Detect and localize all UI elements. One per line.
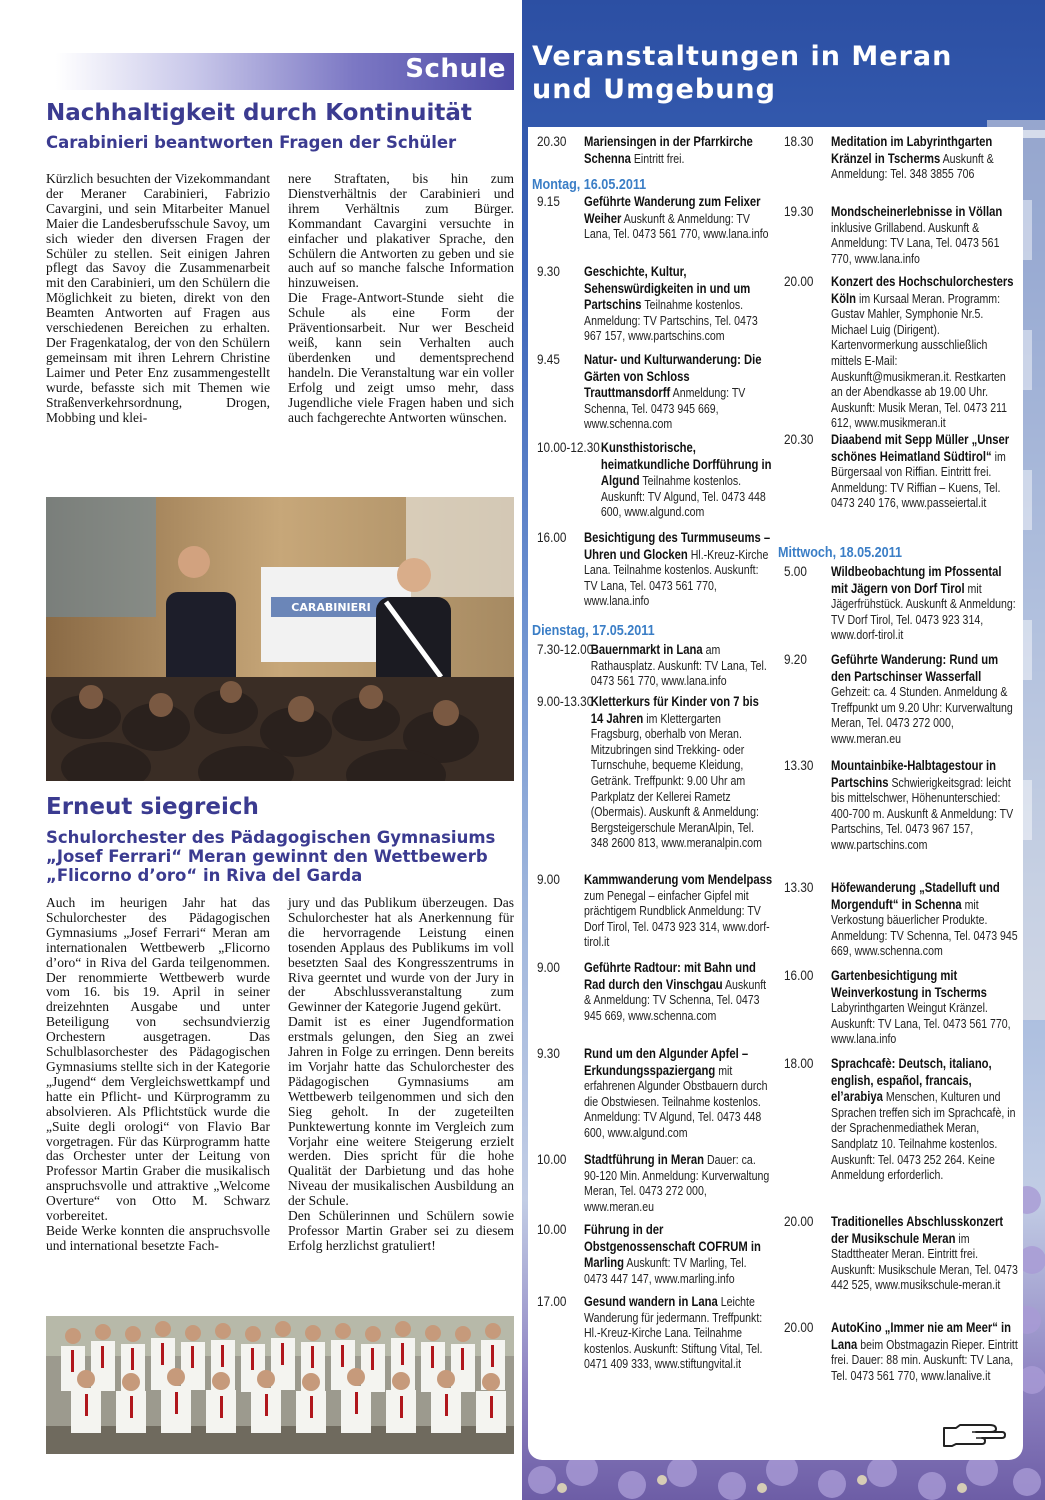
event-time: 18.00 <box>784 1055 814 1071</box>
event-item <box>537 264 772 345</box>
day-heading: Mittwoch, 18.05.2011 <box>778 544 902 561</box>
event-item <box>784 1214 1019 1294</box>
article1-title: Nachhaltigkeit durch Kontinuität <box>46 100 472 126</box>
orchestra-photo <box>46 1316 514 1454</box>
event-details: Dauer: ca. 90-120 Min. Anmeldung: Kurverwaltung Meran, Tel. 0473 272 000, www.meran.eu <box>584 1153 770 1214</box>
article1-column-1 <box>46 172 270 425</box>
article2-paragraph: jury und das Publikum überzeugen. Das Schulorchester hat als Anerkennung für die hervorragende Leistung einen tosenden Applaus des Publikums im voll besetzten Saal des Kongresszentrums in Riva geerntet und wurde von der Jury in der Abschlussveranstaltung zum Gewinner der Kategorie Jugend gekürt. <box>288 895 514 1015</box>
event-time: 18.30 <box>784 133 814 149</box>
event-time: 20.00 <box>784 1213 814 1229</box>
event-item <box>537 960 772 1024</box>
event-title: Mariensingen in der Pfarrkirche Schenna <box>584 134 753 166</box>
events-title-line: und Umgebung <box>532 74 776 105</box>
event-item <box>784 968 1019 1048</box>
event-title: Meditation im Labyrinthgarten Kränzel in Tscherms <box>831 134 993 166</box>
event-time: 9.20 <box>784 651 807 667</box>
event-title: Kunsthistorische, heimatkundliche Dorfführung in Algund <box>600 440 772 489</box>
event-item <box>537 352 772 433</box>
event-details: Anmeldung: TV Schenna, Tel. 0473 945 669, www.schenna.com <box>584 386 746 432</box>
event-time: 10.00 <box>537 1151 567 1167</box>
event-item <box>537 1294 772 1373</box>
event-title: Kletterkurs für Kinder von 7 bis 14 Jahren <box>590 694 759 726</box>
article2-subtitle-line: Schulorchester des Pädagogischen Gymnasiums <box>46 828 496 847</box>
event-item <box>784 652 1019 748</box>
event-time: 13.30 <box>784 757 814 773</box>
event-item <box>537 694 772 852</box>
event-item <box>537 642 772 690</box>
article2-paragraph: Den Schülerinnen und Schülern sowie Professor Martin Graber sei zu diesem Erfolg herzlichst gratuliert! <box>288 1208 514 1253</box>
event-item <box>784 134 1019 183</box>
event-details: beim Obstmagazin Rieper. Eintritt frei. Dauer: 88 min. Auskunft: TV Lana, Tel. 0473 561 770, www.lanalive.it <box>831 1337 1018 1383</box>
article2-subtitle-line: „Josef Ferrari“ Meran gewinnt den Wettbewerb <box>46 847 488 866</box>
event-time: 16.00 <box>784 967 814 983</box>
event-time: 20.30 <box>784 431 814 447</box>
event-time: 9.00-13.30 <box>537 693 594 709</box>
section-ribbon <box>56 53 514 90</box>
event-time: 20.30 <box>537 133 567 149</box>
event-item <box>537 440 772 521</box>
event-title: Geführte Radtour: mit Bahn und Rad durch den Vinschgau <box>584 960 756 992</box>
article1-paragraph: nere Straftaten, bis hin zum Dienstverhältnis der Carabinieri und ihrem Verhältnis zum Bürger. Kommandant Cavargini versuchte in einfacher und plakativer Sprache, den Schülern die Antworten zu geben und sie auch auf so manche falsche Information hinzuweisen. <box>288 171 514 291</box>
day-heading: Dienstag, 17.05.2011 <box>532 622 655 639</box>
event-details: Auskunft & Anmeldung: TV Lana, Tel. 0473 561 770, www.lana.info <box>584 211 769 242</box>
article2-column-2 <box>288 896 514 1254</box>
article2-title: Erneut siegreich <box>46 794 259 820</box>
event-time: 9.15 <box>537 193 560 209</box>
article2-paragraph: Auch im heurigen Jahr hat das Schulorchester des Pädagogischen Gymnasiums „Josef Ferrari“ Meran am internationalen Wettbewerb „Flicorno d’oro“ in Riva del Garda teilgenommen. Der renommierte Wettbewerb wurde vom 16. bis 19. April in seiner dreizehnten Ausgabe und unter Beteiligung von sechsundvierzig Orchestern ausgetragen. Das Schulblasorchester des Pädagogischen Gymnasiums stellte sich in der Kategorie „Jugend“ dem Vergleichswettkampf und hatte ein Pflicht- und Kürprogramm zu absolvieren. Als Pflichtstück wurde die „Suite degli orologi“ von Flavio Bar vorgetragen. Für das Kürprogramm hatte das Orchester unter der Leitung von Professor Martin Graber die musikalisch anspruchsvolle und attraktive „Welcome Overture“ von Otto M. Schwarz vorbereitet. <box>46 895 270 1224</box>
event-title: Führung in der Obstgenossenschaft COFRUM in Marling <box>584 1222 761 1271</box>
event-details: Schwierigkeitsgrad: leicht bis mittelschwer, Höhenunterschied: 400-700 m. Auskunft & Anmeldung: TV Partschins, Tel. 0473 967 157, www.partschins.com <box>831 775 1014 852</box>
event-title: Mondscheinerlebnisse in Völlan <box>831 204 1003 219</box>
event-time: 13.30 <box>784 879 814 895</box>
article1-paragraph: Die Frage-Antwort-Stunde sieht die Schule als eine Form der Präventionsarbeit. Nur wer Bescheid weiß, kann sein Verhalten auch überdenken und dementsprechend handeln. Die Veranstaltung war ein voller Erfolg und zeigt umso mehr, dass Jugendliche viele Fragen haben und sich auch fachgerechte Antworten wünschen. <box>288 290 514 425</box>
event-item <box>537 134 772 167</box>
event-details: im Klettergarten Fragsburg, oberhalb von Meran. Mitzubringen sind Trekking- oder Turnschuhe, bequeme Kleidung, Getränk. Treffpunkt: 9.00 Uhr am Parkplatz der Kellerei Rametz (Obermais). Auskunft & Anmeldung: Bergsteigerschule MeranAlpin, Tel. 348 2600 813, www.meranalpin.com <box>590 711 762 851</box>
event-details: Hl.-Kreuz-Kirche Lana. Teilnahme kostenlos. Auskunft: TV Lana, Tel. 0473 561 770, www.lana.info <box>584 547 769 609</box>
article2-column-1 <box>46 896 270 1254</box>
event-item <box>784 880 1019 960</box>
event-item <box>784 758 1019 854</box>
event-item <box>537 1046 772 1142</box>
event-details: Leichte Wanderung für jedermann. Treffpunkt: Hl.-Kreuz-Kirche Lana. Teilnahme kostenlos. Auskunft: Stiftung Vital, Tel. 0471 409 333, www.stiftungvital.it <box>584 1295 763 1372</box>
event-details: Teilnahme kostenlos. Anmeldung: TV Partschins, Tel. 0473 967 157, www.partschins.com <box>584 298 758 344</box>
event-details: mit erfahrenen Algunder Obstbauern durch die Obstwiesen. Teilnahme kostenlos. Anmeldung: TV Algund, Tel. 0473 448 600, www.algund.com <box>584 1063 768 1140</box>
event-details: Auskunft & Anmeldung: TV Schenna, Tel. 0473 945 669, www.schenna.com <box>584 977 767 1023</box>
event-time: 16.00 <box>537 529 567 545</box>
event-title: Traditionelles Abschlusskonzert der Musikschule Meran <box>831 1214 1004 1246</box>
event-item <box>784 1056 1019 1184</box>
event-title: Mountainbike-Halbtagestour in Partschins <box>831 758 997 790</box>
event-details: zum Penegal – einfacher Gipfel mit prächtigem Rundblick Anmeldung: TV Dorf Tirol, Tel. 0473 923 314, www.dorf-tirol.it <box>584 888 770 950</box>
event-time: 10.00-12.30 <box>537 439 600 455</box>
event-details: Labyrinthgarten Weingut Kränzel. Auskunft: TV Lana, Tel. 0473 561 770, www.lana.info <box>831 1001 1011 1047</box>
event-title: Kammwanderung vom Mendelpass <box>584 872 773 887</box>
event-title: Bauernmarkt in Lana <box>590 642 703 657</box>
event-details: Gehzeit: ca. 4 Stunden. Anmeldung & Treffpunkt um 9.20 Uhr: Kurverwaltung Meran, Tel. 0473 272 000, www.meran.eu <box>831 685 1013 746</box>
article2-subtitle <box>46 828 495 885</box>
event-title: Gesund wandern in Lana <box>584 1294 718 1309</box>
event-item <box>784 564 1019 644</box>
article1-subtitle: Carabinieri beantworten Fragen der Schüler <box>46 133 457 152</box>
event-item <box>537 1152 772 1215</box>
school-page <box>0 0 522 1500</box>
event-time: 9.00 <box>537 959 560 975</box>
event-time: 9.30 <box>537 1045 560 1061</box>
event-time: 17.00 <box>537 1293 567 1309</box>
event-item <box>537 872 772 951</box>
pointing-hand-icon <box>942 1422 1006 1453</box>
event-item <box>784 1320 1019 1384</box>
photo-sign-text: CARABINIERI <box>291 601 371 614</box>
event-title: Besichtigung des Turmmuseums – Uhren und Glocken <box>584 530 771 562</box>
event-title: Diaabend mit Sepp Müller „Unser schönes Heimatland Südtirol“ <box>831 432 1010 464</box>
event-title: Geführte Wanderung zum Felixer Weiher <box>584 194 761 226</box>
events-title-line: Veranstaltungen in Meran <box>532 41 953 72</box>
day-heading: Montag, 16.05.2011 <box>532 176 647 193</box>
event-details: im Stadttheater Meran. Eintritt frei. Auskunft: Musikschule Meran, Tel. 0473 442 525, www.musikschule-meran.it <box>831 1231 1018 1293</box>
event-title: AutoKino „Immer nie am Meer“ in Lana <box>831 1320 1012 1352</box>
event-title: Wildbeobachtung im Pfossental mit Jägern von Dorf Tirol <box>831 564 1002 596</box>
event-item <box>784 274 1019 432</box>
event-details: Auskunft: TV Marling, Tel. 0473 447 147, www.marling.info <box>584 1256 747 1286</box>
carabinieri-photo <box>46 497 514 781</box>
event-details: am Rathausplatz. Auskunft: TV Lana, Tel. 0473 561 770, www.lana.info <box>590 643 767 689</box>
event-time: 9.00 <box>537 871 560 887</box>
event-title: Konzert des Hochschulorchesters Köln <box>831 274 1014 306</box>
event-time: 5.00 <box>784 563 807 579</box>
event-title: Sprachcafè: Deutsch, italiano, english, español, francais, el’arabiya <box>831 1056 992 1105</box>
event-time: 10.00 <box>537 1221 567 1237</box>
event-item <box>537 530 772 610</box>
event-details: Eintritt frei. <box>630 151 685 166</box>
article2-subtitle-line: „Flicorno d’oro“ in Riva del Garda <box>46 866 363 885</box>
event-time: 20.00 <box>784 1319 814 1335</box>
event-details: Menschen, Kulturen und Sprachen treffen sich im Sprachcafè, in der Sprachenmediathek Meran, Sandplatz 10. Teilnahme kostenlos. Auskunft: Tel. 0473 252 264. Keine Anmeldung erforderlich. <box>831 1090 1016 1183</box>
event-title: Natur- und Kulturwanderung: Die Gärten von Schloss Trauttmansdorff <box>584 352 762 401</box>
article2-paragraph: Beide Werke konnten die anspruchsvolle und international besetzte Fach- <box>46 1222 270 1253</box>
article1-column-2 <box>288 172 514 425</box>
event-details: im Bürgersaal von Riffian. Eintritt frei. Anmeldung: TV Riffian – Kuens, Tel. 0473 240 176, www.passeiertal.it <box>831 449 1006 511</box>
section-label: Schule <box>405 54 506 84</box>
event-details: mit Jägerfrühstück. Auskunft & Anmeldung: TV Dorf Tirol, Tel. 0473 923 314, www.dorf-tirol.it <box>831 581 1016 643</box>
event-title: Höfewanderung „Stadelluft und Morgenduft“ in Schenna <box>831 880 1000 912</box>
event-details: im Kursaal Meran. Programm: Gustav Mahler, Symphonie Nr.5. Michael Luig (Dirigent). Kartenvormerkung ausschließlich mittels E-Mail: Auskunft@musikmeran.it. Restkarten an der Abendkasse ab 19.00 Uhr. Auskunft: Musik Meran, Tel. 0473 211 612, www.musikmeran.it <box>831 291 1008 431</box>
event-item <box>537 1222 772 1287</box>
event-time: 9.30 <box>537 263 560 279</box>
event-details: inklusive Grillabend. Auskunft & Anmeldung: TV Lana, Tel. 0473 561 770, www.lana.info <box>831 220 1000 266</box>
article2-paragraph: Damit ist es einer Jugendformation erstmals gelungen, den Sieg an zwei Jahren in Folge zu erringen. Denn bereits im Vorjahr hatte das Schulorchester des Pädagogischen Gymnasiums am Wettbewerb teilgenommen und sich den Sieg geholt. In der zugeteilten Punktewertung konnte im Vergleich zum Vorjahr eine weitere Steigerung erzielt werden. Dies spricht für die hohe Qualität der Darbietung und das hohe Niveau der musikalischen Ausbildung an der Schule. <box>288 1014 514 1209</box>
event-time: 20.00 <box>784 273 814 289</box>
event-title: Gartenbesichtigung mit Weinverkostung in Tscherms <box>831 968 987 1000</box>
event-details: Auskunft & Anmeldung: Tel. 348 3855 706 <box>831 151 994 182</box>
event-title: Rund um den Algunder Apfel – Erkundungsspaziergang <box>584 1046 749 1078</box>
event-details: mit Verkostung bäuerlicher Produkte. Anmeldung: TV Schenna, Tel. 0473 945 669, www.schenna.com <box>831 897 1018 959</box>
event-time: 9.45 <box>537 351 560 367</box>
event-time: 19.30 <box>784 203 814 219</box>
events-title <box>532 40 952 106</box>
event-item <box>784 204 1019 267</box>
event-details: Teilnahme kostenlos. Auskunft: TV Algund, Tel. 0473 448 600, www.algund.com <box>600 474 766 520</box>
article1-paragraph: Kürzlich besuchten der Vizekommandant der Meraner Carabinieri, Fabrizio Cavargini, und sein Mitarbeiter Manuel Maier die Landesberufsschule Savoy, um sich wieder den diversen Fragen der Schüler zu stellen. Seit einigen Jahren pflegt das Savoy die Zusammenarbeit mit den Carabinieri, um den Schülern die Möglichkeit zu bieten, direkt von den Beamten Antworten auf Fragen aus verschiedenen Bereichen zu erhalten. Der Fragenkatalog, der von den Schülern gemeinsam mit ihren Lehrern Christine Laimer und Peter Enz zusammengestellt wurde, befasste sich mit Themen wie Straßenverkehrsordnung, Drogen, Mobbing und klei- <box>46 171 270 425</box>
event-title: Geschichte, Kultur, Sehenswürdigkeiten in und um Partschins <box>584 264 751 313</box>
event-item <box>537 194 772 243</box>
event-title: Geführte Wanderung: Rund um den Partschinser Wasserfall <box>831 652 999 684</box>
event-time: 7.30-12.00 <box>537 641 594 657</box>
event-title: Stadtführung in Meran <box>584 1152 705 1167</box>
event-item <box>784 432 1019 512</box>
